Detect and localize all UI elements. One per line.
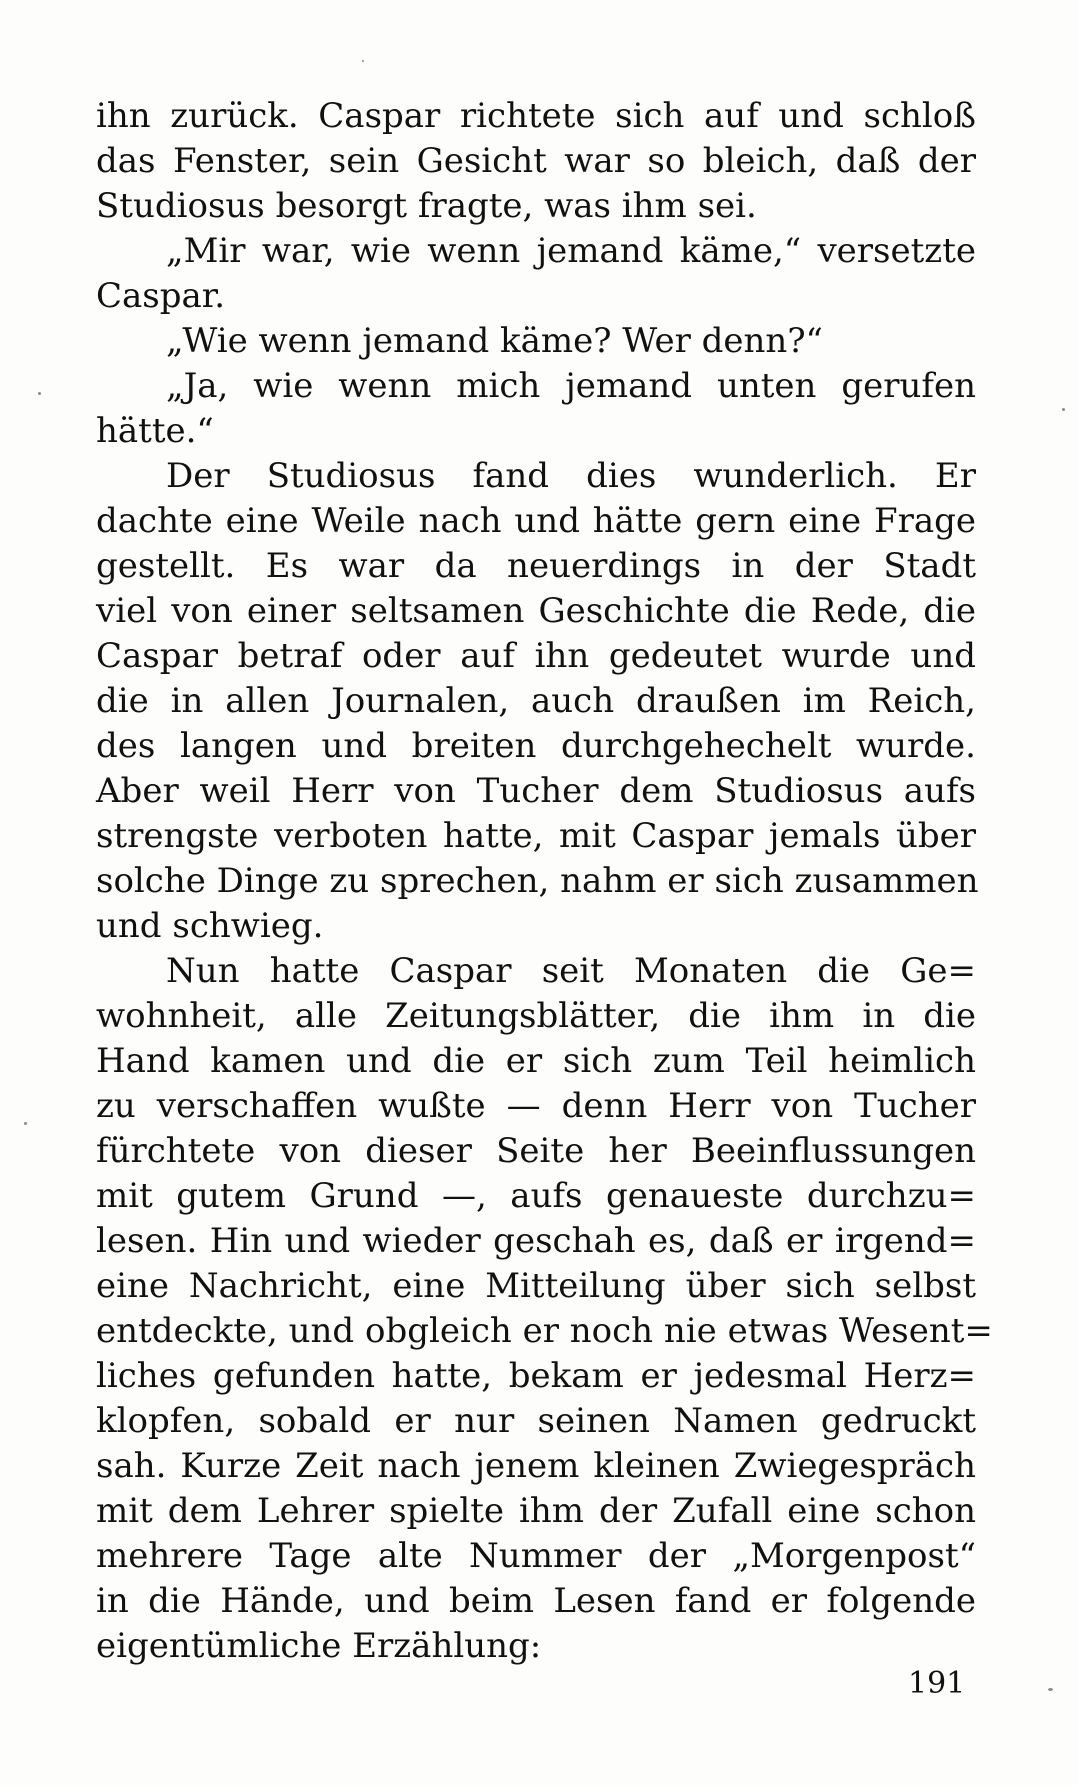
text-line: hätte.“: [96, 411, 214, 451]
text-line: ihn zurück. Caspar richtete sich auf und schloß: [96, 96, 976, 136]
text-line: „Mir war, wie wenn jemand käme,“ versetzte: [166, 231, 976, 271]
text-line: Caspar betraf oder auf ihn gedeutet wurde und: [96, 636, 976, 676]
paper-speck: [24, 1122, 27, 1125]
text-line: klopfen, sobald er nur seinen Namen gedruckt: [96, 1401, 976, 1441]
text-line: das Fenster, sein Gesicht war so bleich, daß der: [96, 141, 976, 181]
text-line: mit gutem Grund —, aufs genaueste durchzu=: [96, 1176, 976, 1216]
paper-speck: [38, 392, 41, 395]
paper-speck: [1048, 1688, 1053, 1691]
text-line: zu verschaffen wußte — denn Herr von Tucher: [96, 1086, 976, 1126]
text-line: strengste verboten hatte, mit Caspar jemals über: [96, 816, 976, 856]
text-line: liches gefunden hatte, bekam er jedesmal Herz=: [96, 1356, 976, 1396]
text-line: des langen und breiten durchgehechelt wurde.: [96, 726, 976, 766]
text-line: Caspar.: [96, 276, 226, 316]
paper-speck: [362, 60, 364, 62]
body-text: [96, 94, 993, 1669]
text-line: lesen. Hin und wieder geschah es, daß er irgend=: [96, 1221, 976, 1261]
text-line: Studiosus besorgt fragte, was ihm sei.: [96, 186, 757, 226]
text-line: „Ja, wie wenn mich jemand unten gerufen: [166, 366, 976, 406]
page-number: 191: [908, 1666, 966, 1701]
text-line: dachte eine Weile nach und hätte gern eine Frage: [96, 501, 976, 541]
text-line: „Wie wenn jemand käme? Wer denn?“: [166, 321, 823, 361]
text-line: Hand kamen und die er sich zum Teil heimlich: [96, 1041, 976, 1081]
text-line: in die Hände, und beim Lesen fand er folgende: [96, 1581, 976, 1621]
paper-speck: [1062, 408, 1065, 411]
text-line: die in allen Journalen, auch draußen im Reich,: [96, 681, 976, 721]
text-line: wohnheit, alle Zeitungsblätter, die ihm in die: [96, 996, 976, 1036]
text-line: eigentümliche Erzählung:: [96, 1626, 542, 1666]
text-line: eine Nachricht, eine Mitteilung über sich selbst: [96, 1266, 976, 1306]
text-line: mehrere Tage alte Nummer der „Morgenpost“: [96, 1536, 976, 1576]
text-line: Nun hatte Caspar seit Monaten die Ge=: [166, 951, 976, 991]
text-line: fürchtete von dieser Seite her Beeinflussungen: [96, 1131, 976, 1171]
text-line: und schwieg.: [96, 906, 324, 946]
text-line: solche Dinge zu sprechen, nahm er sich zusammen: [96, 861, 979, 901]
text-line: viel von einer seltsamen Geschichte die Rede, die: [96, 591, 976, 631]
text-line: sah. Kurze Zeit nach jenem kleinen Zwiegespräch: [96, 1446, 976, 1486]
text-line: gestellt. Es war da neuerdings in der Stadt: [96, 546, 976, 586]
text-line: mit dem Lehrer spielte ihm der Zufall eine schon: [96, 1491, 976, 1531]
text-line: Aber weil Herr von Tucher dem Studiosus aufs: [96, 771, 976, 811]
text-line: Der Studiosus fand dies wunderlich. Er: [166, 456, 976, 496]
text-line: entdeckte, und obgleich er noch nie etwas Wesent=: [96, 1311, 993, 1351]
